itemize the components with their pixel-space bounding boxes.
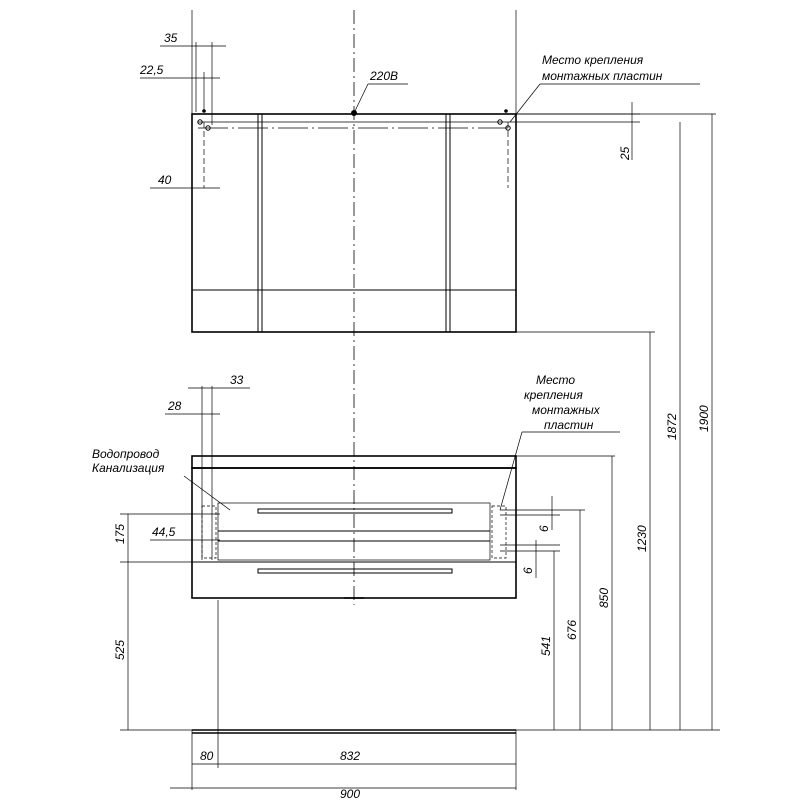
dim-44-5: 44,5 (152, 525, 176, 539)
mount-label-bottom-line4: пластин (544, 418, 594, 432)
dim-1230: 1230 (635, 525, 649, 552)
dim-1872: 1872 (665, 413, 679, 440)
dim-25: 25 (618, 146, 632, 160)
dim-28: 28 (168, 399, 182, 413)
drawer-handle-top (258, 509, 452, 513)
mount-plate-right (492, 506, 506, 558)
dim-6b: 6 (521, 567, 535, 574)
drawer-handle-bottom (258, 569, 452, 573)
mount-label-top-line1: Место крепления (542, 53, 644, 67)
dim-175: 175 (113, 523, 127, 544)
top-marker (504, 109, 508, 113)
power-label: 220В (370, 69, 399, 83)
dim-850: 850 (597, 587, 611, 608)
mount-label-bottom-line2: крепления (524, 388, 583, 402)
dim-525: 525 (113, 639, 127, 660)
dim-80: 80 (200, 749, 214, 763)
dim-35: 35 (164, 31, 178, 45)
dim-33: 33 (230, 373, 244, 387)
dim-676: 676 (565, 619, 579, 640)
pipe-label-sewer: Канализация (92, 461, 165, 475)
mount-leader-top (510, 84, 540, 122)
pipe-leader (184, 476, 230, 510)
mount-label-top-line2: монтажных пластин (542, 69, 663, 83)
dim-6a: 6 (537, 525, 551, 532)
dim-900: 900 (340, 787, 361, 800)
power-leader (354, 84, 368, 113)
dim-1900: 1900 (697, 405, 711, 432)
dim-22-5: 22,5 (140, 63, 164, 77)
dim-832: 832 (340, 749, 361, 763)
dim-40: 40 (158, 173, 172, 187)
mount-label-bottom-line3: монтажных (532, 403, 600, 417)
pipe-label-water: Водопровод (92, 447, 160, 461)
dim-541: 541 (539, 635, 553, 656)
mirror-cabinet (192, 109, 640, 332)
mount-label-bottom-line1: Место (536, 373, 576, 387)
mount-leader-bottom (500, 432, 522, 510)
